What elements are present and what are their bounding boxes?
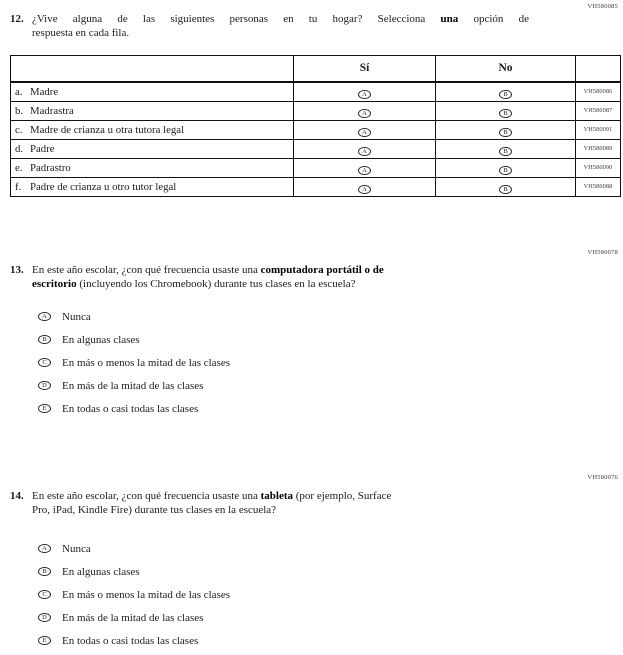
option-label: En algunas clases [62, 565, 140, 578]
question-13 [10, 263, 570, 291]
variable-code: VH580086 [576, 82, 621, 102]
table-row [11, 177, 621, 196]
cell-si [294, 82, 436, 102]
question-text [32, 263, 384, 291]
question-text-line1 [32, 263, 384, 277]
question-text-line1 [32, 12, 529, 26]
question-text-segment: En este año escolar, ¿con qué frecuencia usaste una [32, 490, 261, 502]
row-label [11, 82, 294, 102]
question-text-line1 [32, 489, 391, 503]
question-12 [10, 12, 540, 40]
q13-options [38, 305, 230, 420]
option-label: En más de la mitad de las clases [62, 379, 204, 392]
cell-no [436, 120, 576, 139]
table-row [11, 101, 621, 120]
table-header-row [11, 56, 621, 82]
table-row [11, 139, 621, 158]
option-label: En más o menos la mitad de las clases [62, 356, 231, 369]
table-row [11, 158, 621, 177]
row-letter: f. [15, 180, 22, 193]
option-bubble-d[interactable]: D [38, 381, 51, 391]
variable-code: VH580090 [576, 158, 621, 177]
code-column-header [576, 56, 621, 82]
response-bubble-si[interactable]: A [358, 90, 371, 100]
question-number: 12. [10, 13, 24, 25]
option-label: En todas o casi todas las clases [62, 634, 199, 647]
response-bubble-si[interactable]: A [358, 109, 371, 119]
variable-code-q12: VH580085 [587, 3, 618, 10]
option-bubble-a[interactable]: A [38, 312, 51, 322]
question-text-segment: (por ejemplo, Surface [293, 490, 392, 502]
question-text [32, 12, 529, 40]
row-label-text: Padrastro [30, 161, 71, 174]
option-bubble-b[interactable]: B [38, 335, 51, 345]
row-letter: a. [15, 85, 23, 98]
cell-si [294, 158, 436, 177]
row-label-text: Madre [30, 85, 59, 98]
option-label: Nunca [62, 542, 91, 555]
response-bubble-si[interactable]: A [358, 147, 371, 157]
response-bubble-no[interactable]: B [499, 185, 512, 195]
option-bubble-e[interactable]: E [38, 404, 51, 414]
response-bubble-si[interactable]: A [358, 185, 371, 195]
option-bubble-e[interactable]: E [38, 636, 51, 646]
cell-si [294, 139, 436, 158]
answer-option [38, 606, 230, 629]
option-label: En más o menos la mitad de las clases [62, 588, 231, 601]
question-text-segment: (incluyendo los Chromebook) durante tus clases en la escuela? [76, 278, 356, 290]
answer-option [38, 537, 230, 560]
answer-option [38, 629, 230, 652]
option-bubble-c[interactable]: C [38, 590, 51, 600]
question-text-line2 [32, 277, 384, 291]
question-text [32, 489, 391, 517]
q12-response-table [10, 55, 621, 197]
answer-option [38, 397, 230, 420]
response-bubble-no[interactable]: B [499, 109, 512, 119]
column-header-no: No [436, 56, 576, 82]
variable-code-q13: VH580078 [587, 249, 618, 256]
variable-code: VH580088 [576, 177, 621, 196]
question-text-bold: escritorio [32, 278, 77, 290]
option-bubble-b[interactable]: B [38, 567, 51, 577]
response-bubble-no[interactable]: B [499, 166, 512, 176]
q14-options [38, 537, 230, 652]
cell-no [436, 101, 576, 120]
cell-no [436, 177, 576, 196]
option-bubble-d[interactable]: D [38, 613, 51, 623]
answer-option [38, 328, 230, 351]
cell-si [294, 120, 436, 139]
row-label-text: Madrastra [30, 104, 74, 117]
question-text-segment: En este año escolar, ¿con qué frecuencia usaste una [32, 264, 261, 276]
answer-option [38, 583, 230, 606]
option-label: En todas o casi todas las clases [62, 402, 199, 415]
question-text-bold: una [440, 13, 459, 25]
question-number: 13. [10, 264, 24, 276]
row-label-text: Madre de crianza u otra tutora legal [30, 123, 185, 136]
row-label-text: Padre de crianza u otro tutor legal [30, 180, 177, 193]
variable-code: VH580087 [576, 101, 621, 120]
stub-header [11, 56, 294, 82]
response-bubble-no[interactable]: B [499, 147, 512, 157]
question-number: 14. [10, 490, 24, 502]
row-label [11, 139, 294, 158]
row-letter: e. [15, 161, 23, 174]
option-bubble-c[interactable]: C [38, 358, 51, 368]
answer-option [38, 560, 230, 583]
row-letter: d. [15, 142, 24, 155]
row-label-text: Padre [30, 142, 55, 155]
answer-option [38, 351, 230, 374]
variable-code: VH580091 [576, 120, 621, 139]
response-bubble-no[interactable]: B [499, 128, 512, 138]
row-label [11, 120, 294, 139]
cell-si [294, 101, 436, 120]
question-text-bold: tableta [260, 490, 294, 502]
option-label: En más de la mitad de las clases [62, 611, 204, 624]
variable-code-q14: VH580076 [587, 474, 618, 481]
table-row [11, 120, 621, 139]
option-label: En algunas clases [62, 333, 140, 346]
cell-no [436, 82, 576, 102]
option-label: Nunca [62, 310, 91, 323]
row-letter: b. [15, 104, 24, 117]
cell-si [294, 177, 436, 196]
question-text-bold: computadora portátil o de [260, 264, 384, 276]
cell-no [436, 139, 576, 158]
row-letter: c. [15, 123, 23, 136]
question-text-segment: ¿Vive alguna de las siguientes personas en tu hogar? Selecciona [32, 13, 426, 25]
row-label [11, 101, 294, 120]
answer-option [38, 305, 230, 328]
response-bubble-no[interactable]: B [499, 90, 512, 100]
column-header-si: Sí [294, 56, 436, 82]
option-bubble-a[interactable]: A [38, 544, 51, 554]
variable-code: VH580089 [576, 139, 621, 158]
response-bubble-si[interactable]: A [358, 128, 371, 138]
row-label [11, 177, 294, 196]
question-14 [10, 489, 570, 517]
question-text-line2: Pro, iPad, Kindle Fire) durante tus clases en la escuela? [32, 504, 277, 516]
question-text-segment: opción de [473, 13, 529, 25]
row-label [11, 158, 294, 177]
cell-no [436, 158, 576, 177]
response-bubble-si[interactable]: A [358, 166, 371, 176]
table-row [11, 82, 621, 102]
question-text-line2: respuesta en cada fila. [32, 27, 130, 39]
answer-option [38, 374, 230, 397]
